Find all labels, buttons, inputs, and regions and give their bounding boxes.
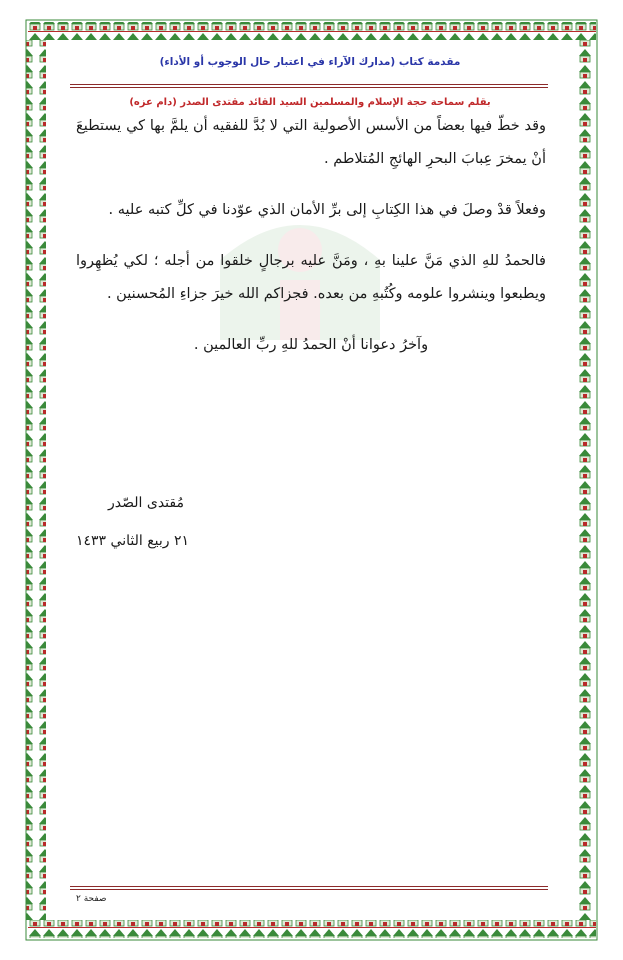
page-number: صفحة ٢ bbox=[76, 894, 107, 904]
paragraph-3: فالحمدُ للهِ الذي مَنَّ علينا بهِ ، ومَنَّ عليه برجالٍ خلقوا من أجله ؛ لكي يُظهِروا ويطبعوا وينشروا علومه وكُتُبهِ من بعده. فجزاكم الله خيرَ جزاءِ المُحسنين . bbox=[76, 253, 546, 302]
page-header-title: مقدمة كتاب (مدارك الآراء في اعتبار حال الوجوب أو الأداء) bbox=[159, 56, 461, 68]
paragraph-2: وفعلاً قدْ وصلَ في هذا الكِتابِ إلى برِّ الأمان الذي عوّدنا في كلِّ كتبه عليه . bbox=[108, 202, 546, 218]
header-divider bbox=[70, 84, 548, 88]
paragraph-4: وآخرُ دعوانا أنْ الحمدُ للهِ ربِّ العالمين . bbox=[193, 337, 429, 353]
signature-date: ٢١ ربيع الثاني ١٤٣٣ bbox=[76, 533, 190, 549]
body-text bbox=[76, 110, 546, 380]
footer-divider bbox=[70, 886, 548, 890]
signature-name: مُقتدى الصّدر bbox=[108, 495, 184, 511]
paragraph-1: وقد خطّ فيها بعضاً من الأسس الأصولية التي لا بُدَّ للفقيه أن يلمَّ بها كي يستطيعَ أنْ يمخرَ عِبابَ البحرِ الهائجِ المُتلاطم . bbox=[76, 118, 546, 167]
author-line: بقلم سماحة حجة الإسلام والمسلمين السيد القائد مقتدى الصدر (دام عزه) bbox=[129, 97, 491, 108]
